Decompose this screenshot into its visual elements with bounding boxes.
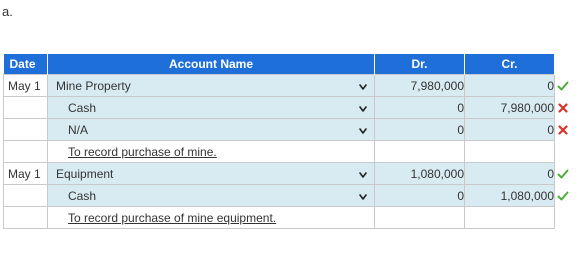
journal-row xyxy=(4,163,555,185)
debit-input[interactable]: 7,980,000 xyxy=(375,75,465,97)
credit-input[interactable]: 7,980,000 xyxy=(465,97,555,119)
credit-input[interactable]: 1,080,000 xyxy=(465,185,555,207)
date-text xyxy=(4,101,8,115)
debit-input[interactable]: 1,080,000 xyxy=(375,163,465,185)
memo-row xyxy=(4,141,555,163)
journal-row xyxy=(4,185,555,207)
header-row xyxy=(4,54,555,75)
debit-input[interactable]: 0 xyxy=(375,119,465,141)
debit-input[interactable]: 0 xyxy=(375,97,465,119)
memo-text: To record purchase of mine equipment. xyxy=(68,210,277,225)
header-date: Date xyxy=(4,54,48,75)
account-name: Mine Property xyxy=(56,78,131,93)
date-text: May 1 xyxy=(8,166,41,181)
memo-row xyxy=(4,207,555,229)
memo-credit-cell xyxy=(465,207,555,229)
check-icon xyxy=(557,168,569,180)
journal-row xyxy=(4,119,555,141)
credit-input[interactable]: 0 xyxy=(465,75,555,97)
memo-debit-cell xyxy=(375,207,465,229)
credit-input[interactable]: 0 xyxy=(465,119,555,141)
debit-input[interactable]: 0 xyxy=(375,185,465,207)
chevron-down-icon[interactable] xyxy=(358,169,368,179)
account-select[interactable] xyxy=(48,97,375,119)
memo-date-cell xyxy=(4,207,48,229)
chevron-down-icon[interactable] xyxy=(358,81,368,91)
account-select[interactable] xyxy=(48,185,375,207)
date-cell xyxy=(4,163,48,185)
cross-icon xyxy=(557,102,569,114)
journal-body xyxy=(4,75,555,229)
date-text xyxy=(4,123,8,137)
chevron-down-icon[interactable] xyxy=(358,103,368,113)
memo-cell xyxy=(48,141,375,163)
check-icon xyxy=(557,80,569,92)
account-name: Cash xyxy=(68,188,97,203)
date-cell xyxy=(4,119,48,141)
journal-row xyxy=(4,97,555,119)
chevron-down-icon[interactable] xyxy=(358,125,368,135)
chevron-down-icon[interactable] xyxy=(358,191,368,201)
memo-credit-cell xyxy=(465,141,555,163)
memo-text: To record purchase of mine. xyxy=(68,144,217,159)
header-debit: Dr. xyxy=(375,54,465,75)
journal-row xyxy=(4,75,555,97)
memo-cell xyxy=(48,207,375,229)
check-icon xyxy=(557,190,569,202)
memo-debit-cell xyxy=(375,141,465,163)
header-credit: Cr. xyxy=(465,54,555,75)
date-cell xyxy=(4,75,48,97)
date-cell xyxy=(4,97,48,119)
header-account-name: Account Name xyxy=(48,54,375,75)
part-label: a. xyxy=(2,4,13,19)
account-select[interactable] xyxy=(48,119,375,141)
journal-entry-table xyxy=(3,54,555,229)
credit-input[interactable]: 0 xyxy=(465,163,555,185)
account-select[interactable] xyxy=(48,163,375,185)
account-name: N/A xyxy=(68,122,89,137)
date-text xyxy=(4,189,8,203)
date-text: May 1 xyxy=(8,78,41,93)
account-select[interactable] xyxy=(48,75,375,97)
memo-date-cell xyxy=(4,141,48,163)
cross-icon xyxy=(557,124,569,136)
date-cell xyxy=(4,185,48,207)
account-name: Cash xyxy=(68,100,97,115)
account-name: Equipment xyxy=(56,166,114,181)
